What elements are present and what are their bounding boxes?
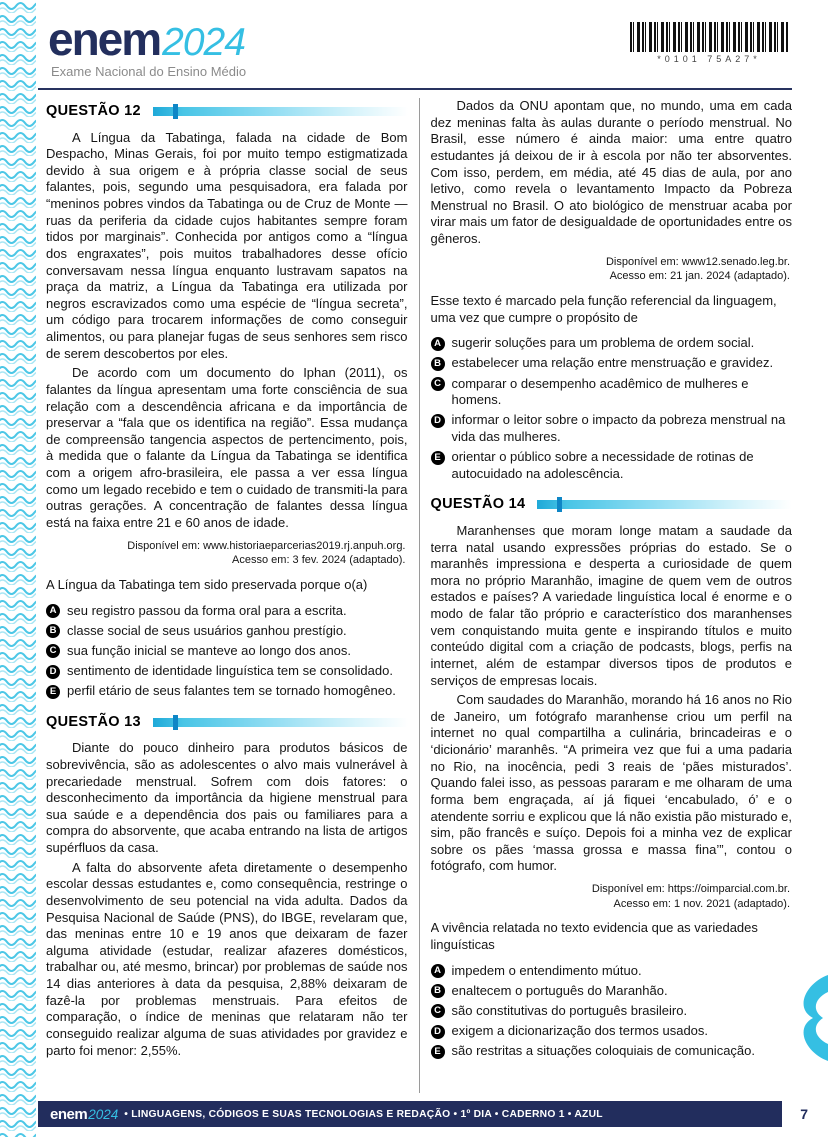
source-attribution: [46, 539, 406, 568]
option-letter: A: [431, 964, 445, 978]
passage-paragraph: A falta do absorvente afeta diretamente o desempenho escolar dessas estudantes e, como consequência, restringe o desenvolvimento de seu potencial na vida adulta. Dados da Pesquisa Nacional de Saúde (PNS), do IBGE, revelaram que, das meninas entre 10 e 19 anos que deixaram de fazer alguma atividade (estudar, realizar afazeres domésticos, trabalhar ou, até mesmo, brincar) por problemas de saúde nos 14 dias anteriores à data da pesquisa, 2,88% deixaram de fazê-la por problemas menstruais. Para efeitos de comparação, o índice de meninas que relataram não ter conseguido realizar alguma de suas atividades por gravidez e parto foi menor: 2,55%.: [46, 859, 408, 1058]
footer-bar: [38, 1101, 782, 1127]
answer-option: [46, 623, 408, 640]
question-title: QUESTÃO 14: [430, 496, 526, 513]
logo-enem-text: enem: [48, 13, 161, 65]
source-line: Acesso em: 3 fev. 2024 (adaptado).: [232, 554, 406, 567]
option-letter: C: [46, 644, 60, 658]
left-column: [46, 98, 408, 1093]
option-letter: D: [46, 665, 60, 679]
question-stem: A vivência relatada no texto evidencia que as variedades linguísticas: [430, 920, 758, 953]
column-divider: [419, 98, 420, 1093]
question-header-tick: [557, 497, 562, 512]
question-title: QUESTÃO 13: [46, 713, 141, 730]
footer-logo-enem: enem: [50, 1105, 88, 1123]
option-text: estabelecer uma relação entre menstruação e gravidez.: [451, 355, 774, 371]
option-text: sugerir soluções para um problema de ordem social.: [451, 335, 755, 351]
question-stem: A Língua da Tabatinga tem sido preservada porque o(a): [46, 577, 368, 593]
answer-option: [431, 412, 793, 445]
right-column: [431, 98, 793, 1093]
answer-option: [431, 335, 793, 352]
option-text: comparar o desempenho acadêmico de mulheres e homens.: [451, 375, 749, 408]
option-letter: B: [46, 624, 60, 638]
question-header-tick: [173, 715, 178, 730]
question-13-header: [46, 713, 408, 732]
page-number: 7: [800, 1106, 808, 1122]
option-text: perfil etário de seus falantes tem se tornado homogêneo.: [67, 683, 396, 699]
option-text: sentimento de identidade linguística tem se consolidado.: [67, 663, 393, 679]
option-text: seu registro passou da forma oral para a escrita.: [67, 602, 347, 618]
source-line: Acesso em: 21 jan. 2024 (adaptado).: [609, 270, 790, 283]
option-letter: B: [431, 984, 445, 998]
passage-paragraph: Maranhenses que moram longe matam a saudade da terra natal usando expressões próprias do estado. Se o maranhês impressiona e desperta a curiosidade de quem mora no próprio Maranhão, imagine de quem vem de outros estados e países? A variedade linguística local é enorme e o modo de falar tão próprio e característico dos maranhenses vem conquistando muita gente e inspirando títulos e muito conteúdo digital com a criação de podcasts, blogs, perfis na internet, além de estampar diversos tipos de produtos e serviços de empresas locais.: [430, 522, 792, 688]
answer-option: [431, 963, 793, 980]
answer-option: [431, 376, 793, 409]
source-attribution: [431, 255, 791, 284]
answer-option: [46, 643, 408, 660]
option-letter: A: [46, 604, 60, 618]
option-letter: A: [431, 337, 445, 351]
option-text: sua função inicial se manteve ao longo dos anos.: [67, 642, 352, 658]
page-header: [48, 12, 792, 88]
answer-option: [431, 1023, 793, 1040]
question-stem: Esse texto é marcado pela função referencial da linguagem, uma vez que cumpre o propósito de: [430, 293, 777, 325]
answer-option: [46, 603, 408, 620]
option-letter: E: [431, 451, 445, 465]
option-text: classe social de seus usuários ganhou prestígio.: [67, 622, 347, 638]
answer-option: [431, 1043, 793, 1060]
option-letter: E: [46, 685, 60, 699]
source-line: Disponível em: https://oimparcial.com.br.: [591, 883, 790, 896]
option-letter: D: [431, 414, 445, 428]
footer-logo-year: 2024: [88, 1106, 119, 1122]
question-header-bar: [153, 718, 408, 727]
source-line: Acesso em: 1 nov. 2021 (adaptado).: [613, 897, 790, 910]
exam-columns: [46, 98, 792, 1093]
page-corner-swoosh-icon: [800, 975, 828, 1061]
passage-paragraph: Diante do pouco dinheiro para produtos básicos de sobrevivência, são as adolescentes o alvo mais vulnerável à precariedade menstrual. Sofrem com dois fatores: o desconhecimento da importância da higiene menstrual para sua saúde e a dependência dos pais ou familiares para a compra do absorvente, que acaba entrando na lista de artigos supérfluos da casa.: [46, 740, 408, 856]
option-letter: C: [431, 1004, 445, 1018]
answer-option: [431, 355, 793, 372]
answer-options: [431, 963, 793, 1060]
question-header-bar: [153, 107, 408, 116]
header-divider: [38, 88, 792, 90]
logo-year-text: 2024: [162, 21, 245, 64]
option-text: são restritas a situações coloquiais de comunicação.: [451, 1043, 755, 1059]
answer-options: [46, 603, 408, 700]
logo-subtitle: Exame Nacional do Ensino Médio: [51, 64, 247, 79]
option-text: são constitutivas do português brasileiro.: [451, 1002, 688, 1018]
source-line: Disponível em: www.historiaeparcerias2019.rj.anpuh.org.: [127, 539, 406, 552]
option-letter: C: [431, 377, 445, 391]
source-attribution: [431, 882, 791, 911]
barcode-icon: [630, 22, 788, 52]
passage-paragraph: A Língua da Tabatinga, falada na cidade de Bom Despacho, Minas Gerais, foi por muito tempo estigmatizada devido à sua origem e à própria classe social de seus falantes, pois, segundo uma pesquisadora, era falada por “meninos pobres vindos da Tabatinga ou de Cruz de Monte — ruas da periferia da cidade cujos habitantes sempre foram tidos por marginais”. Conhecida por antigos como a “língua dos engraxates”, pois muitos trabalhadores desse ofício conversavam nessa língua enquanto lustravam sapatos na praça da matriz, a Língua da Tabatinga era utilizada por negros escravizados como uma espécie de “língua secreta”, um código para trocarem informações de como conseguir alimentos, ou para planejar fugas de seus senhores sem risco de serem descobertos por eles.: [46, 129, 408, 361]
source-line: Disponível em: www12.senado.leg.br.: [605, 255, 790, 268]
question-header-bar: [537, 500, 792, 509]
answer-option: [431, 983, 793, 1000]
question-14-header: [431, 495, 793, 514]
option-text: enaltecem o português do Maranhão.: [451, 982, 668, 998]
option-text: informar o leitor sobre o impacto da pobreza menstrual na vida das mulheres.: [451, 412, 786, 444]
option-text: impedem o entendimento mútuo.: [451, 962, 642, 978]
question-12-header: [46, 102, 408, 121]
passage-paragraph: De acordo com um documento do Iphan (2011), os falantes da língua apresentam uma forte consciência de sua relação com a descendência africana e da importância de preservar a “fala que os identifica na região”. Essa mudança de compreensão tangencia aspectos de pertencimento, pois, à medida que o falante da Língua da Tabatinga se identifica com a origem afro-brasileira, ele passa a ver essa língua como um legado recebido e tem o cuidado de transmiti-la para outras gerações. A concentração de falantes dessa língua está na faixa entre 21 e 60 anos de idade.: [46, 365, 408, 530]
barcode-text: *0101 75A27*: [657, 54, 761, 64]
passage-paragraph: Dados da ONU apontam que, no mundo, uma em cada dez meninas falta às aulas durante o período menstrual. No Brasil, esse número é ainda maior: uma entre quatro estudantes já deixou de ir à escola por não ter absorventes. Com isso, perdem, em média, até 45 dias de aula, por ano letivo, como revela o levantamento Impacto da Pobreza Menstrual no Brasil. O ato biológico de menstruar acaba por virar mais um fator de desigualdade de oportunidades entre os gêneros.: [430, 98, 792, 246]
footer-caption: • LINGUAGENS, CÓDIGOS E SUAS TECNOLOGIAS E REDAÇÃO • 1º DIA • CADERNO 1 • AZUL: [124, 1108, 603, 1120]
answer-option: [46, 663, 408, 680]
passage-paragraph: Com saudades do Maranhão, morando há 16 anos no Rio de Janeiro, um fotógrafo maranhense criou um perfil na internet no qual compartilha a culinária, brincadeiras e o ‘dicionário’ maranhês. “A primeira vez que fui a uma padaria no Rio, na inocência, pedi 3 reais de ‘pães misturados’. Quando falei isso, as pessoas pararam e me olharam de uma forma bem engraçada, aí já fiquei ‘encabulado, ó’ e o atendente sorriu e explicou que lá não existia pão misturado e, sim, pão francês e suíço. Depois foi a minha vez de explicar sobre os pães ‘massa grossa e massa fina’”, contou o fotógrafo, com humor.: [430, 692, 792, 874]
option-letter: B: [431, 357, 445, 371]
answer-options: [431, 335, 793, 482]
option-text: exigem a dicionarização dos termos usados.: [451, 1023, 709, 1039]
option-text: orientar o público sobre a necessidade de rotinas de autocuidado na adolescência.: [451, 449, 754, 481]
question-header-tick: [173, 104, 178, 119]
barcode: [630, 22, 788, 64]
answer-option: [431, 1003, 793, 1020]
option-letter: E: [431, 1045, 445, 1059]
option-letter: D: [431, 1025, 445, 1039]
answer-option: [431, 449, 793, 482]
question-title: QUESTÃO 12: [46, 103, 141, 119]
decorative-wave-border-icon: [0, 0, 36, 1137]
answer-option: [46, 683, 408, 700]
page-footer: [38, 1101, 808, 1127]
